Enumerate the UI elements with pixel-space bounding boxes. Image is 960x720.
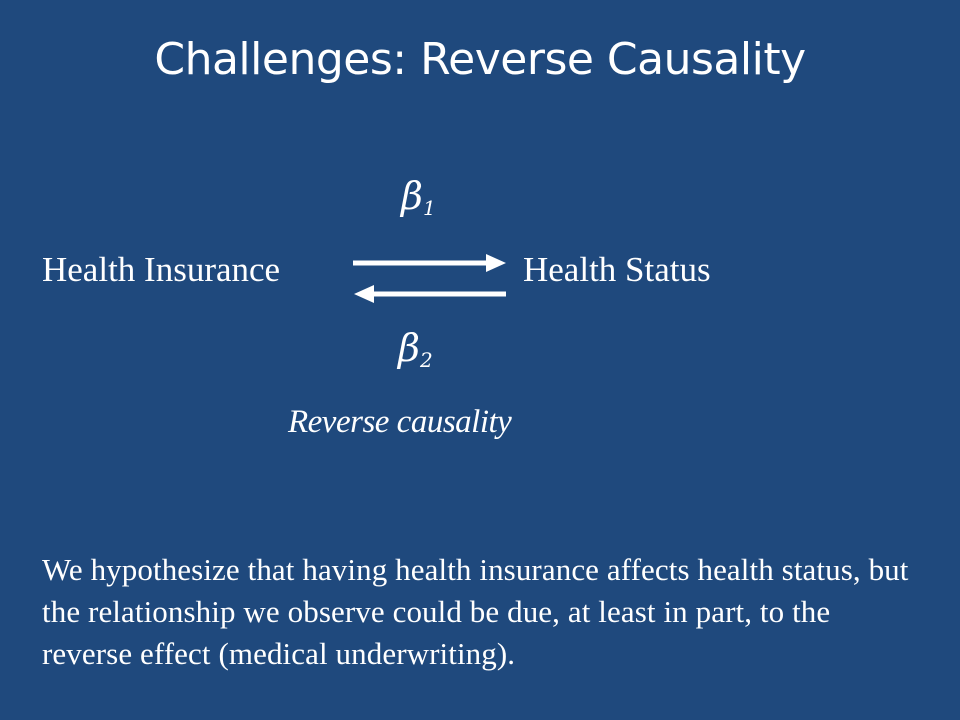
slide-title: Challenges: Reverse Causality [154,34,806,85]
hypothesis-paragraph: We hypothesize that having health insurance affects health status, but the relationship we observe could be due, at least in part, to the reverse effect (medical underwriting). [42,552,909,671]
beta1-label [401,174,436,230]
beta1-subscript: 1 [422,196,436,220]
forward-arrow [353,254,506,272]
health-insurance-node: Health Insurance [42,250,281,289]
beta2-subscript: 2 [419,348,433,372]
health-status-node: Health Status [523,250,711,289]
causality-arrows [340,246,520,310]
beta2-symbol: β [398,326,420,370]
beta2-label [398,326,433,382]
beta1-symbol: β [401,174,423,218]
reverse-causality-label: Reverse causality [288,404,512,440]
backward-arrow [354,285,506,303]
